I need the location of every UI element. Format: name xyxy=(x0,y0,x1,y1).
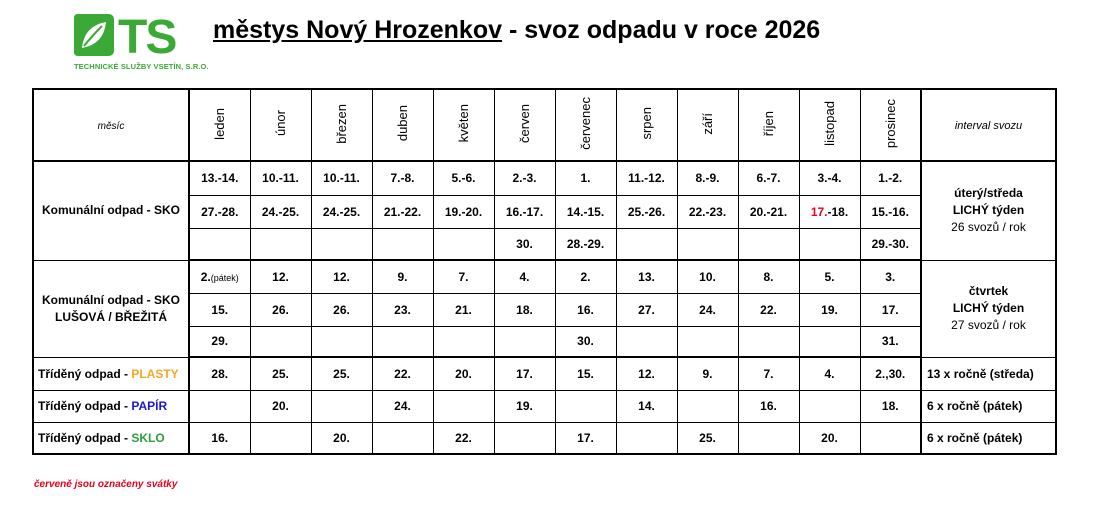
date-cell: 5. xyxy=(799,260,860,293)
date-cell xyxy=(311,390,372,422)
date-cell: 25. xyxy=(311,357,372,390)
date-cell: 18. xyxy=(494,293,555,326)
date-cell: 2.-3. xyxy=(494,161,555,195)
company-logo xyxy=(72,11,209,76)
date-cell xyxy=(799,390,860,422)
date-cell: 7. xyxy=(433,260,494,293)
date-cell xyxy=(494,326,555,357)
date-cell: 20. xyxy=(433,357,494,390)
date-cell: 24. xyxy=(677,293,738,326)
page-title xyxy=(213,14,820,46)
date-cell: 8.-9. xyxy=(677,161,738,195)
date-cell: 26. xyxy=(311,293,372,326)
date-cell xyxy=(860,422,921,454)
month-header-cell: září xyxy=(677,89,738,161)
lusova-label xyxy=(33,260,189,357)
date-cell xyxy=(799,326,860,357)
date-cell: 20.-21. xyxy=(738,195,799,228)
date-cell xyxy=(738,326,799,357)
lusova-interval-count: 27 svozů / rok xyxy=(951,318,1026,332)
date-cell: 24.-25. xyxy=(250,195,311,228)
date-cell: 22. xyxy=(738,293,799,326)
date-cell: 25. xyxy=(250,357,311,390)
date-cell xyxy=(189,228,250,260)
holiday-date: 17. xyxy=(810,204,828,219)
date-cell xyxy=(311,228,372,260)
title-rest: - svoz odpadu v roce 2026 xyxy=(502,16,821,44)
date-cell: 17. xyxy=(555,422,616,454)
interval-header: interval svozu xyxy=(921,89,1056,161)
papir-row xyxy=(33,390,1056,422)
date-cell: 16. xyxy=(555,293,616,326)
date-cell: 7. xyxy=(738,357,799,390)
holiday-footnote: červeně jsou označeny svátky xyxy=(34,479,178,490)
date-cell xyxy=(616,326,677,357)
date-cell: 20. xyxy=(250,390,311,422)
date-cell xyxy=(555,390,616,422)
date-cell xyxy=(738,228,799,260)
date-cell: 18. xyxy=(860,390,921,422)
month-header-cell: červenec xyxy=(555,89,616,161)
date-cell: 10.-11. xyxy=(311,161,372,195)
month-header: měsíc xyxy=(33,89,189,161)
date-cell: 15. xyxy=(189,293,250,326)
sklo-label-type: SKLO xyxy=(131,430,165,445)
sko-interval-days: úterý/středa xyxy=(954,186,1023,201)
date-cell: 4. xyxy=(494,260,555,293)
date-cell: 24.-25. xyxy=(311,195,372,228)
month-header-cell: srpen xyxy=(616,89,677,161)
date-cell xyxy=(250,326,311,357)
lusova-interval-week: LICHÝ týden xyxy=(952,301,1025,315)
sklo-label-prefix: Tříděný odpad - xyxy=(38,430,132,445)
date-cell: 22. xyxy=(372,357,433,390)
date-cell: 13.-14. xyxy=(189,161,250,195)
date-cell xyxy=(250,228,311,260)
date-cell xyxy=(433,390,494,422)
date-cell xyxy=(616,422,677,454)
date-cell: 16. xyxy=(738,390,799,422)
date-cell: 17. xyxy=(860,293,921,326)
date-cell xyxy=(311,326,372,357)
date-cell xyxy=(372,228,433,260)
month-header-cell: říjen xyxy=(738,89,799,161)
date-cell: 29. xyxy=(189,326,250,357)
date-cell xyxy=(799,228,860,260)
date-cell: 19. xyxy=(799,293,860,326)
date-cell: 26. xyxy=(250,293,311,326)
waste-schedule-table xyxy=(32,88,1057,455)
date-cell: 22. xyxy=(433,422,494,454)
month-header-cell: únor xyxy=(250,89,311,161)
date-cell: 14.-15. xyxy=(555,195,616,228)
date-cell xyxy=(189,390,250,422)
papir-label-type: PAPÍR xyxy=(131,399,168,413)
sko-interval xyxy=(921,161,1056,260)
date-cell: 9. xyxy=(677,357,738,390)
sko-interval-week: LICHÝ týden xyxy=(952,203,1025,218)
date-cell xyxy=(799,195,860,228)
date-cell xyxy=(494,422,555,454)
month-header-cell: březen xyxy=(311,89,372,161)
month-header-cell: listopad xyxy=(799,89,860,161)
sklo-row xyxy=(33,422,1056,454)
date-cell: 10.-11. xyxy=(250,161,311,195)
date-cell: 15. xyxy=(555,357,616,390)
date-cell: 30. xyxy=(494,228,555,260)
date-cell: 3. xyxy=(860,260,921,293)
logo-mark: TS xyxy=(118,11,176,64)
date-cell: 11.-12. xyxy=(616,161,677,195)
sko-interval-count: 26 svozů / rok xyxy=(951,220,1026,235)
date-cell: 30. xyxy=(555,326,616,357)
lusova-row-1 xyxy=(33,260,1056,293)
date-cell: 28.-29. xyxy=(555,228,616,260)
date-cell xyxy=(189,260,250,293)
leaf-icon xyxy=(72,12,116,58)
date-cell: 25.-26. xyxy=(616,195,677,228)
date-cell: 28. xyxy=(189,357,250,390)
date-cell: 20. xyxy=(311,422,372,454)
date-rest: -18. xyxy=(827,204,849,219)
date-cell: 12. xyxy=(250,260,311,293)
date-cell: 24. xyxy=(372,390,433,422)
plasty-label xyxy=(33,357,189,390)
sklo-interval: 6 x ročně (pátek) xyxy=(921,422,1056,454)
date-cell: 13. xyxy=(616,260,677,293)
date-cell: 21. xyxy=(433,293,494,326)
date-cell: 27. xyxy=(616,293,677,326)
lusova-label-line1: Komunální odpad - SKO xyxy=(42,292,180,307)
date-cell: 3.-4. xyxy=(799,161,860,195)
date-cell: 2.,30. xyxy=(860,357,921,390)
month-header-cell: květen xyxy=(433,89,494,161)
date-cell xyxy=(250,422,311,454)
date-cell: 7.-8. xyxy=(372,161,433,195)
date-cell: 29.-30. xyxy=(860,228,921,260)
date-cell: 22.-23. xyxy=(677,195,738,228)
plasty-interval: 13 x ročně (středa) xyxy=(921,357,1056,390)
header-row xyxy=(33,89,1056,161)
date-note: (pátek) xyxy=(210,272,239,283)
logo-subtitle: TECHNICKÉ SLUŽBY VSETÍN, S.R.O. xyxy=(74,62,209,71)
month-header-cell: duben xyxy=(372,89,433,161)
date-value: 2. xyxy=(200,269,211,284)
lusova-label-line2: LUŠOVÁ / BŘEŽITÁ xyxy=(54,309,167,324)
papir-interval: 6 x ročně (pátek) xyxy=(921,390,1056,422)
lusova-interval xyxy=(921,260,1056,357)
date-cell: 8. xyxy=(738,260,799,293)
sko-row-1 xyxy=(33,161,1056,195)
date-cell: 25. xyxy=(677,422,738,454)
date-cell: 5.-6. xyxy=(433,161,494,195)
date-cell: 1. xyxy=(555,161,616,195)
month-header-cell: prosinec xyxy=(860,89,921,161)
month-header-cell: červen xyxy=(494,89,555,161)
plasty-label-prefix: Tříděný odpad - xyxy=(38,366,132,381)
date-cell: 1.-2. xyxy=(860,161,921,195)
date-cell: 17. xyxy=(494,357,555,390)
date-cell xyxy=(677,390,738,422)
date-cell xyxy=(738,422,799,454)
date-cell xyxy=(372,326,433,357)
date-cell xyxy=(372,422,433,454)
sklo-label xyxy=(33,422,189,454)
date-cell: 19.-20. xyxy=(433,195,494,228)
date-cell: 16.-17. xyxy=(494,195,555,228)
date-cell: 20. xyxy=(799,422,860,454)
plasty-row xyxy=(33,357,1056,390)
date-cell: 19. xyxy=(494,390,555,422)
date-cell: 4. xyxy=(799,357,860,390)
date-cell: 9. xyxy=(372,260,433,293)
date-cell xyxy=(616,228,677,260)
date-cell: 23. xyxy=(372,293,433,326)
date-cell: 31. xyxy=(860,326,921,357)
plasty-label-type: PLASTY xyxy=(131,366,179,381)
date-cell: 12. xyxy=(616,357,677,390)
date-cell: 16. xyxy=(189,422,250,454)
title-municipality: městys Nový Hrozenkov xyxy=(213,16,503,44)
date-cell xyxy=(677,228,738,260)
date-cell: 15.-16. xyxy=(860,195,921,228)
date-cell: 27.-28. xyxy=(189,195,250,228)
papir-label-prefix: Tříděný odpad - xyxy=(38,399,132,413)
date-cell xyxy=(677,326,738,357)
date-cell: 14. xyxy=(616,390,677,422)
date-cell: 21.-22. xyxy=(372,195,433,228)
papir-label xyxy=(33,390,189,422)
date-cell xyxy=(433,228,494,260)
month-header-cell: leden xyxy=(189,89,250,161)
lusova-interval-day: čtvrtek xyxy=(968,284,1009,298)
date-cell: 12. xyxy=(311,260,372,293)
date-cell xyxy=(433,326,494,357)
date-cell: 10. xyxy=(677,260,738,293)
date-cell: 2. xyxy=(555,260,616,293)
date-cell: 6.-7. xyxy=(738,161,799,195)
sko-label: Komunální odpad - SKO xyxy=(33,161,189,260)
